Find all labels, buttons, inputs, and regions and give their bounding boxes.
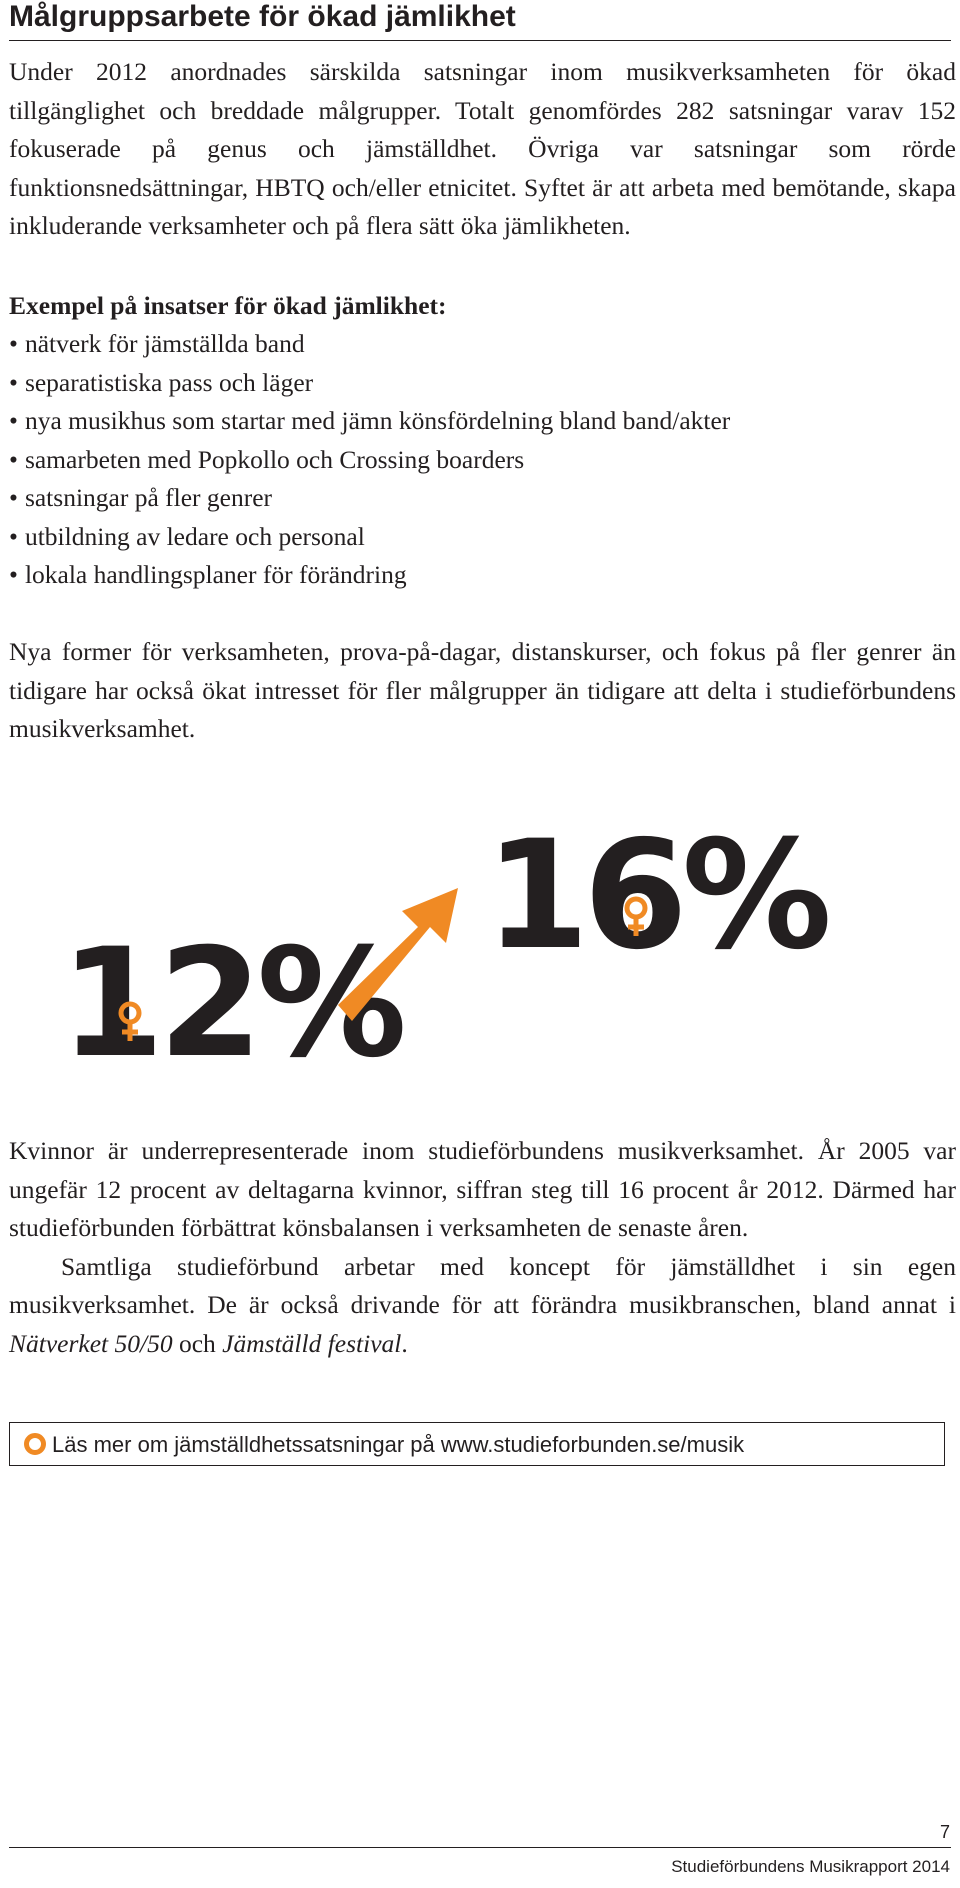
examples-list	[9, 325, 730, 595]
read-more-link[interactable]: Läs mer om jämställdhetssatsningar på www.studieforbunden.se/musik	[52, 1432, 745, 1457]
list-item: • lokala handlingsplaner för förändring	[9, 556, 730, 595]
footer-rule	[9, 1847, 951, 1848]
examples-title: Exempel på insatser för ökad jämlikhet:	[9, 291, 447, 320]
closing-paragraph-2	[9, 1248, 956, 1364]
to-percentage: 16%	[485, 815, 827, 983]
network-name: Nätverket 50/50	[9, 1328, 173, 1358]
list-item: • nya musikhus som startar med jämn könsfördelning bland band/akter	[9, 402, 730, 441]
intro-paragraph: Under 2012 anordnades särskilda satsningar inom musikverksamheten för ökad tillgänglighet och breddade målgrupper. Totalt genomfördes 282 satsningar varav 152 fokuserade på genus och jämställdhet. Övriga var satsningar som rörde funktionsnedsättningar, HBTQ och/eller etnicitet. Syftet är att arbeta med bemötande, skapa inkluderande verksamheter och på flera sätt öka jämlikheten.	[9, 57, 956, 240]
from-percentage: 12%	[60, 917, 402, 1065]
list-item: • samarbeten med Popkollo och Crossing boarders	[9, 441, 730, 480]
ring-bullet-icon	[24, 1433, 46, 1455]
list-item: • separatistiska pass och läger	[9, 364, 730, 403]
list-item: • nätverk för jämställda band	[9, 325, 730, 364]
closing-text	[9, 1132, 956, 1363]
closing-text-part: .	[401, 1328, 408, 1358]
publication-title: Studieförbundens Musikrapport 2014	[671, 1857, 950, 1876]
read-more-box	[9, 1422, 945, 1466]
list-item: • satsningar på fler genrer	[9, 479, 730, 518]
page-heading: Målgruppsarbete för ökad jämlikhet	[9, 0, 516, 33]
page-number: 7	[939, 1822, 950, 1842]
closing-paragraph-1: Kvinnor är underrepresenterade inom studieförbundens musikverksamhet. År 2005 var ungefär 12 procent av deltagarna kvinnor, siffran steg till 16 procent år 2012. Därmed har studieförbunden förbättrat könsbalansen i verksamheten de senaste åren.	[9, 1136, 956, 1242]
list-item: • utbildning av ledare och personal	[9, 518, 730, 557]
heading-rule	[9, 40, 951, 41]
forms-paragraph: Nya former för verksamheten, prova-på-dagar, distanskurser, och fokus på fler genrer än tidigare har också ökat intresset för fler målgrupper än tidigare att delta i studieförbundens musikverksamhet.	[9, 637, 956, 743]
closing-text-part: Samtliga studieförbund arbetar med koncept för jämställdhet i sin egen musikverksamhet. De är också drivande för att förändra musikbranschen, bland annat i	[9, 1251, 956, 1319]
percentage-infographic	[60, 815, 940, 1065]
festival-name: Jämställd festival	[222, 1328, 402, 1358]
closing-text-part: och	[172, 1328, 223, 1358]
